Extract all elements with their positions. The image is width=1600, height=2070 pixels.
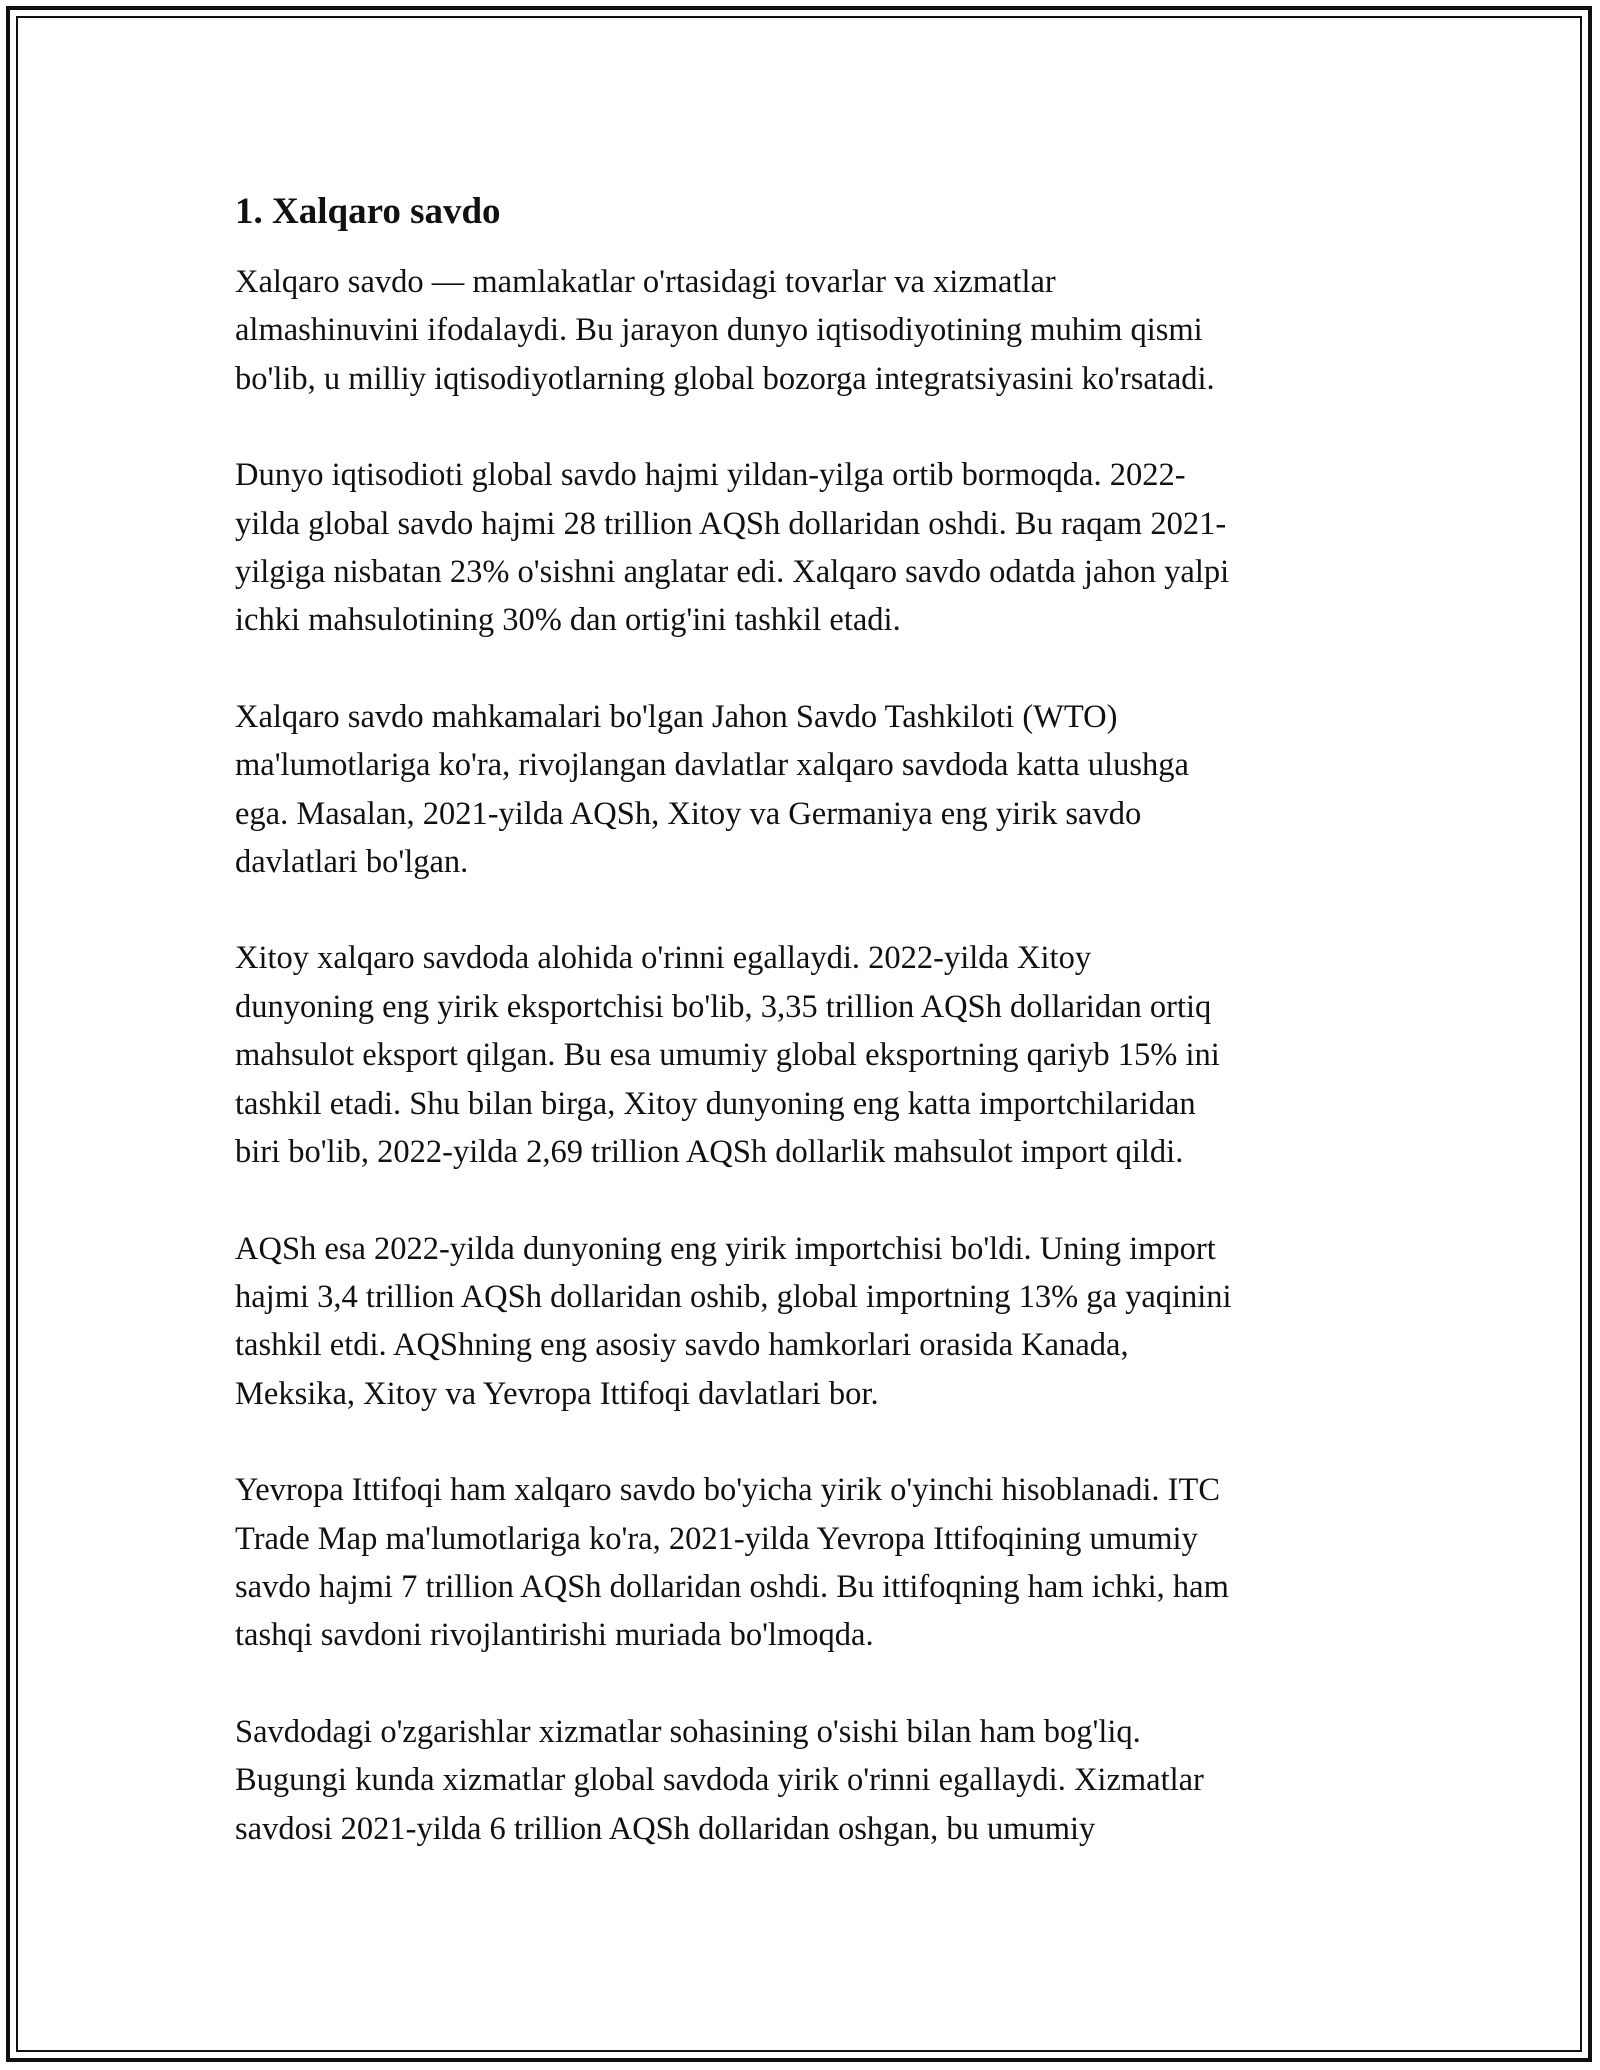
paragraph-line: bo'lib, u milliy iqtisodiyotlarning global bozorga integratsiyasini ko'rsatadi. <box>235 360 1215 397</box>
paragraph-line: Savdodagi o'zgarishlar xizmatlar sohasining o'sishi bilan ham bog'liq. <box>235 1713 1141 1750</box>
paragraph-line: dunyoning eng yirik eksportchisi bo'lib, 3,35 trillion AQSh dollaridan ortiq <box>235 988 1212 1025</box>
paragraph-line: tashqi savdoni rivojlantirishi muriada bo'lmoqda. <box>235 1617 874 1654</box>
paragraph-line: savdo hajmi 7 trillion AQSh dollaridan oshdi. Bu ittifoqning ham ichki, ham <box>235 1568 1229 1605</box>
section-title: 1. Xalqaro savdo <box>235 191 501 232</box>
paragraph-line: Xalqaro savdo mahkamalari bo'lgan Jahon Savdo Tashkiloti (WTO) <box>235 698 1118 735</box>
paragraph-line: tashkil etdi. AQShning eng asosiy savdo hamkorlari orasida Kanada, <box>235 1327 1129 1364</box>
paragraph-3 <box>235 693 1375 887</box>
paragraph-line: davlatlari bo'lgan. <box>235 844 469 881</box>
document-content <box>235 188 1375 1901</box>
paragraph-line: yilda global savdo hajmi 28 trillion AQSh dollaridan oshdi. Bu raqam 2021- <box>235 505 1227 542</box>
paragraph-line: ma'lumotlariga ko'ra, rivojlangan davlatlar xalqaro savdoda katta ulushga <box>235 747 1189 784</box>
paragraph-line: ega. Masalan, 2021-yilda AQSh, Xitoy va Germaniya eng yirik savdo <box>235 795 1142 832</box>
paragraph-line: biri bo'lib, 2022-yilda 2,69 trillion AQSh dollarlik mahsulot import qildi. <box>235 1134 1184 1171</box>
paragraph-line: Dunyo iqtisodioti global savdo hajmi yildan-yilga ortib bormoqda. 2022- <box>235 457 1186 494</box>
paragraph-line: Xitoy xalqaro savdoda alohida o'rinni egallaydi. 2022-yilda Xitoy <box>235 940 1092 977</box>
paragraph-4 <box>235 934 1375 1176</box>
paragraph-6 <box>235 1466 1375 1660</box>
paragraph-line: yilgiga nisbatan 23% o'sishni anglatar edi. Xalqaro savdo odatda jahon yalpi <box>235 554 1230 591</box>
paragraph-line: Yevropa Ittifoqi ham xalqaro savdo bo'yicha yirik o'yinchi hisoblanadi. ITC <box>235 1472 1221 1509</box>
paragraph-line: Meksika, Xitoy va Yevropa Ittifoqi davlatlari bor. <box>235 1375 879 1412</box>
paragraph-line: tashkil etadi. Shu bilan birga, Xitoy dunyoning eng katta importchilaridan <box>235 1085 1196 1122</box>
paragraph-line: Trade Map ma'lumotlariga ko'ra, 2021-yilda Yevropa Ittifoqining umumiy <box>235 1520 1198 1557</box>
paragraph-5 <box>235 1225 1375 1419</box>
paragraph-line: savdosi 2021-yilda 6 trillion AQSh dollaridan oshgan, bu umumiy <box>235 1810 1096 1847</box>
paragraph-line: almashinuvini ifodalaydi. Bu jarayon dunyo iqtisodiyotining muhim qismi <box>235 312 1203 349</box>
paragraph-2 <box>235 451 1375 645</box>
paragraph-line: Xalqaro savdo — mamlakatlar o'rtasidagi tovarlar va xizmatlar <box>235 264 1056 300</box>
paragraph-1 <box>235 258 1375 403</box>
paragraph-line: mahsulot eksport qilgan. Bu esa umumiy global eksportning qariyb 15% ini <box>235 1037 1220 1074</box>
paragraph-line: AQSh esa 2022-yilda dunyoning eng yirik importchisi bo'ldi. Uning import <box>235 1230 1216 1267</box>
paragraph-line: hajmi 3,4 trillion AQSh dollaridan oshib, global importning 13% ga yaqinini <box>235 1278 1232 1315</box>
paragraph-line: ichki mahsulotining 30% dan ortig'ini tashkil etadi. <box>235 602 901 639</box>
paragraph-line: Bugungi kunda xizmatlar global savdoda yirik o'rinni egallaydi. Xizmatlar <box>235 1762 1204 1799</box>
paragraph-7 <box>235 1708 1375 1853</box>
